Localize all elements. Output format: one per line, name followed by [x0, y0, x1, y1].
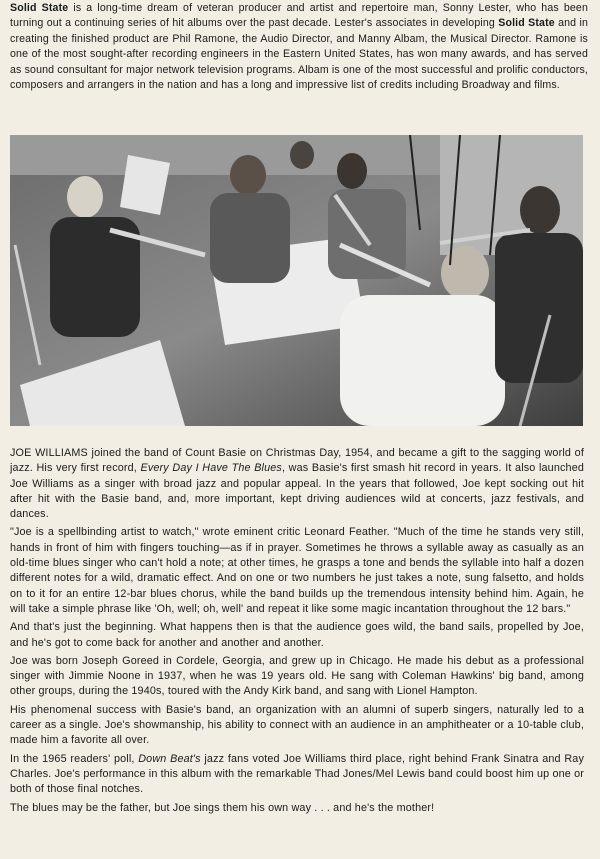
intro-paragraph	[10, 1, 588, 93]
solid-state-bold-1: Solid State	[10, 2, 69, 14]
paragraph-2: "Joe is a spellbinding artist to watch," wrote eminent critic Leonard Feather. "Much of the time he stands very still, hands in front of him with fingers touching—as if in prayer. Sometimes he throws a syllable away as casually as an old-time blues singer who can't hold a note; at other times, he grasps a tone and bends the syllable into half a dozen different notes for a wild, dramatic effect. And on one or two numbers he just takes a note, sung falsetto, and holds on to it for an entire 12-bar blues chorus, while the band builds up the tremendous intensity behind him. Again, he will take a simple phrase like 'Oh, well; oh, well' and repeat it like some magic incantation throughout the 12 bars."	[10, 526, 584, 615]
paragraph-1-text-a: JOE WILLIAMS joined the band of Count Basie on Christmas Day, 1954, and became a gift to the sagging world of jazz. His very first record,	[10, 447, 584, 475]
paragraph-6	[10, 752, 584, 798]
biography-text	[10, 446, 584, 819]
paragraph-1-text-b: , was Basie's first smash hit record in years. It also launched Joe Williams as a singer with broad jazz and popular appeal. In the years that followed, Joe kept socking out hit after hit with the Basie band, and, more important, kept driving audiences wild at concerts, jazz festivals, and dances.	[10, 462, 585, 521]
song-title: Every Day I Have The Blues	[140, 462, 282, 475]
magazine-title: Down Beat's	[138, 752, 201, 765]
paragraph-5: His phenomenal success with Basie's band, an organization with an alumni of superb singers, naturally led to a career as a single. Joe's showmanship, his ability to connect with an audience in an amphitheater or a 10-table club, made him a favorite all over.	[10, 703, 584, 747]
paragraph-7: The blues may be the father, but Joe sings them his own way . . . and he's the mother!	[10, 801, 435, 814]
paragraph-6-text-a: In the 1965 readers' poll,	[10, 752, 139, 765]
paragraph-1	[10, 446, 584, 522]
paragraph-6-text-b: jazz fans voted Joe Williams third place, right behind Frank Sinatra and Ray Charles. Joe's performance in this album with the remarkable Thad Jones/Mel Lewis band could boost him up one or both of those final notches.	[10, 752, 585, 796]
photo-illustration	[10, 135, 583, 426]
intro-text-1: is a long-time dream of veteran producer and artist and repertoire man, Sonny Lester, who has been turning out a continuing series of hit albums over the past decade. Lester's associates in developing	[10, 2, 588, 30]
band-recording-session-photo	[10, 135, 583, 426]
intro-text-2: and in creating the finished product are Phil Ramone, the Audio Director, and Manny Albam, the Musical Director. Ramone is one of the most sought-after recording engineers in the Eastern United States, has won many awards, and has served as sound consultant for major network television programs. Albam is one of the most successful and prolific conductors, composers and arrangers in the nation and has a long and impressive list of credits including Broadway and films.	[10, 17, 589, 92]
solid-state-bold-2: Solid State	[498, 17, 555, 30]
paragraph-3: And that's just the beginning. What happens then is that the audience goes wild, the band sails, propelled by Joe, and he's got to come back for another and another and another.	[10, 621, 584, 649]
paragraph-4: Joe was born Joseph Goreed in Cordele, Georgia, and grew up in Chicago. He made his debut as a professional singer with Jimmie Noone in 1937, when he was 19 years old. He sang with Coleman Hawkins' big band, among other groups, during the 1940s, toured with the Andy Kirk band, and sang with Lionel Hampton.	[10, 654, 584, 698]
